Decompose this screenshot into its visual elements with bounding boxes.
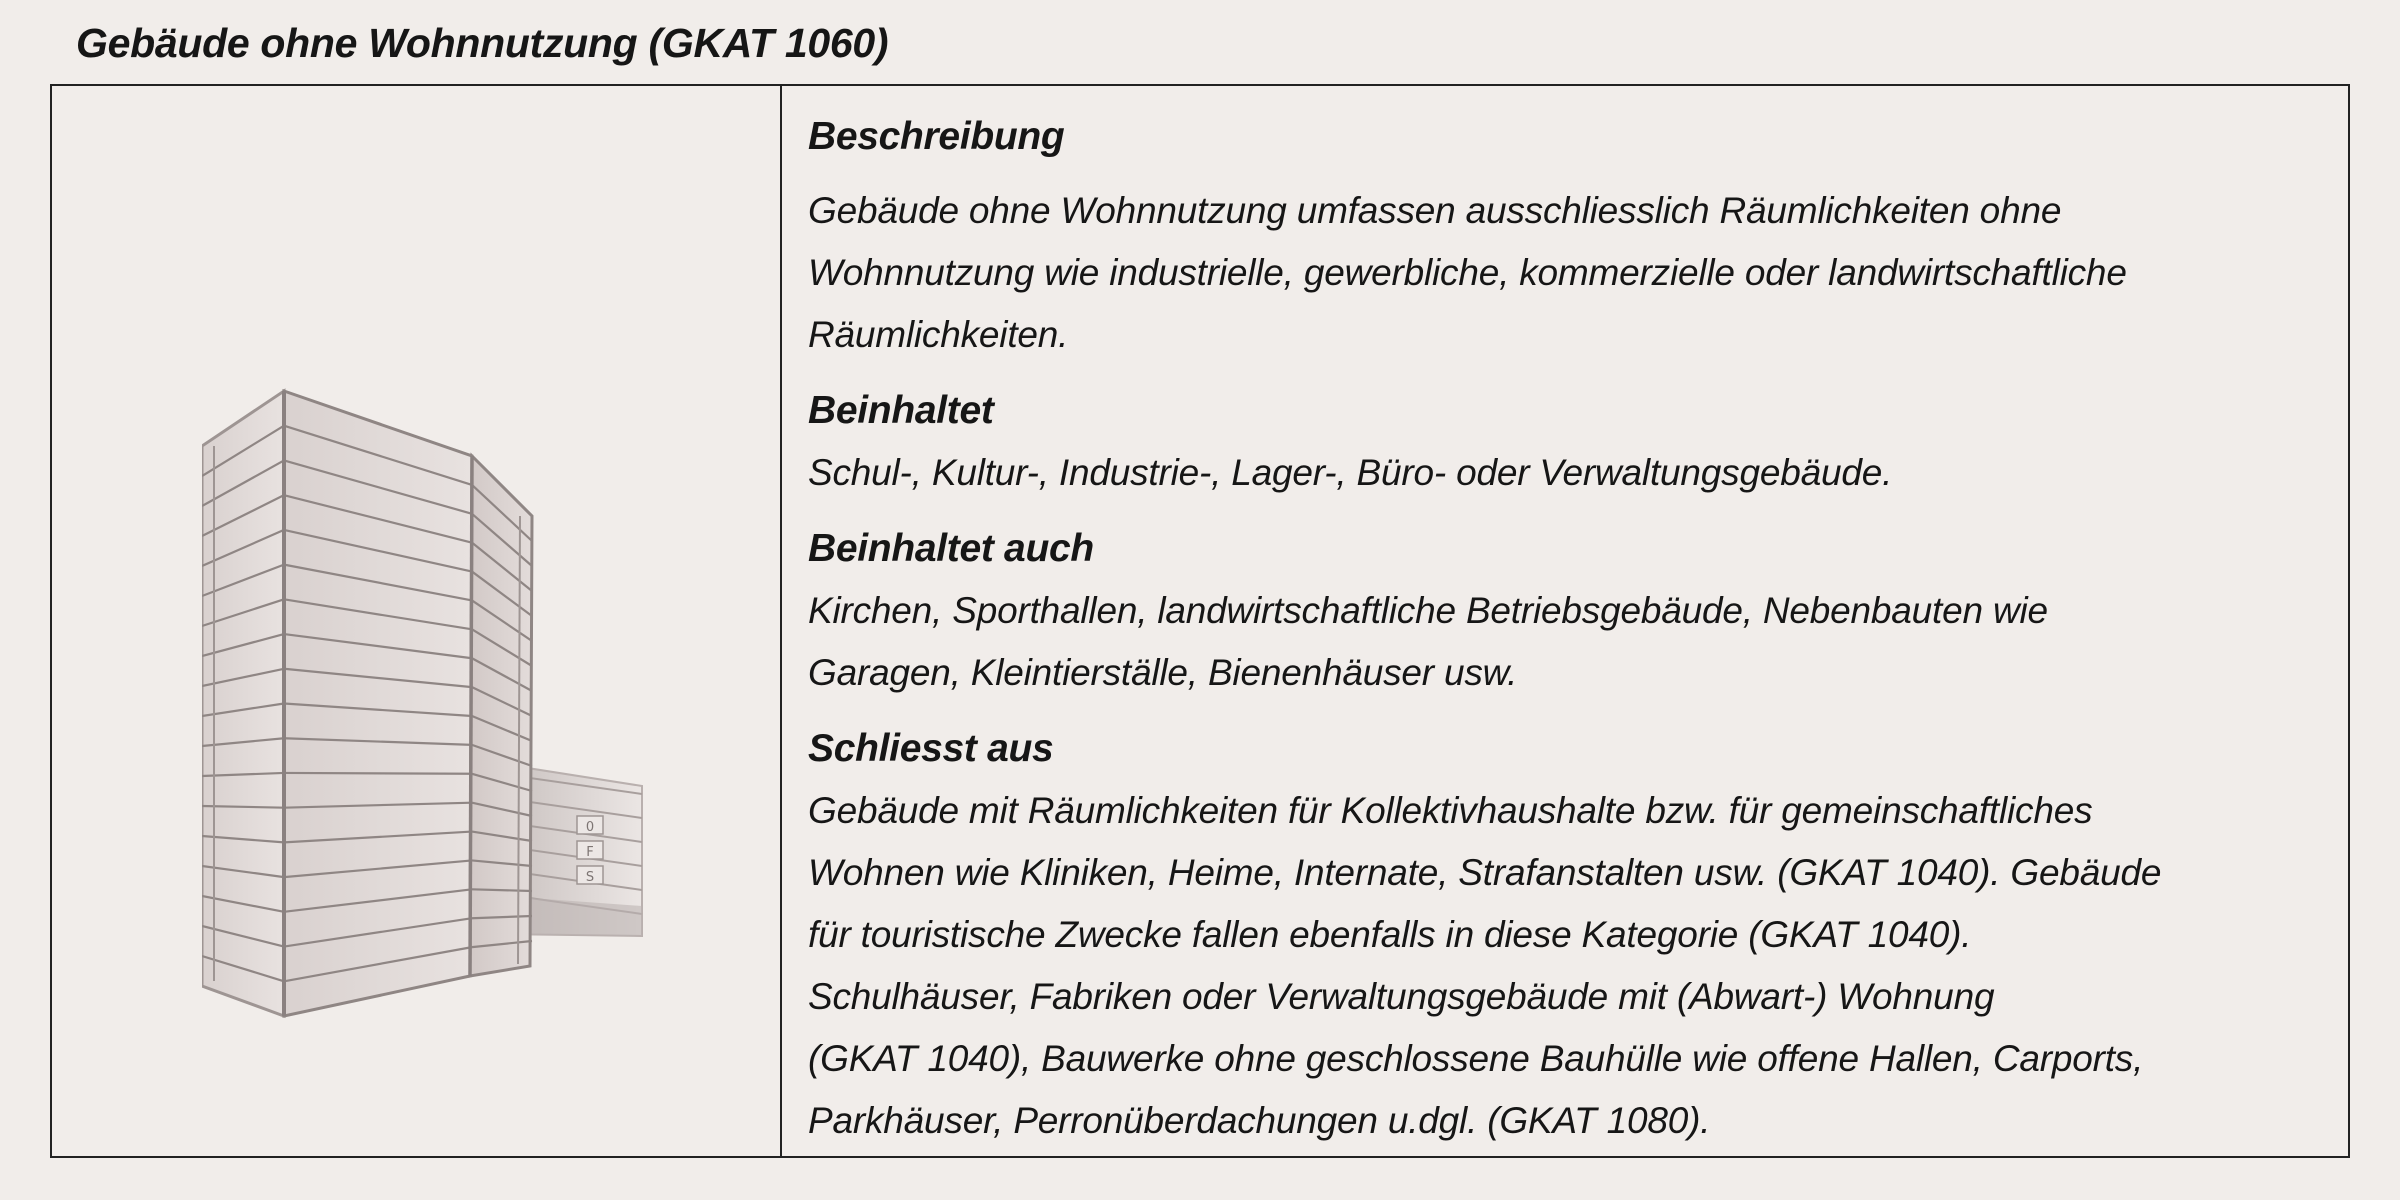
heading-beschreibung: Beschreibung — [808, 115, 1065, 158]
heading-beinhaltet: Beinhaltet — [808, 389, 994, 432]
text-beinhaltet-auch — [808, 580, 2328, 704]
text-line: Schulhäuser, Fabriken oder Verwaltungsgebäude mit (Abwart-) Wohnung — [808, 976, 1995, 1017]
text-line: Wohnen wie Kliniken, Heime, Internate, Strafanstalten usw. (GKAT 1040). Gebäude — [808, 852, 2162, 893]
category-table — [50, 84, 2350, 1158]
illustration-cell — [52, 86, 782, 1156]
office-building-illustration — [202, 376, 672, 1026]
text-line: Gebäude mit Räumlichkeiten für Kollektivhaushalte bzw. für gemeinschaftliches — [808, 790, 2093, 831]
floor-label: F — [586, 845, 594, 860]
text-line: (GKAT 1040), Bauwerke ohne geschlossene Bauhülle wie offene Hallen, Carports, — [808, 1038, 2144, 1079]
text-line: Gebäude ohne Wohnnutzung umfassen ausschliesslich Räumlichkeiten ohne — [808, 190, 2062, 231]
text-line: Parkhäuser, Perronüberdachungen u.dgl. (GKAT 1080). — [808, 1100, 1711, 1141]
text-schliesst-aus — [808, 780, 2328, 1152]
page-title: Gebäude ohne Wohnnutzung (GKAT 1060) — [76, 20, 889, 66]
heading-schliesst-aus: Schliesst aus — [808, 727, 1054, 770]
text-line: Wohnnutzung wie industrielle, gewerbliche, kommerzielle oder landwirtschaftliche — [808, 252, 2127, 293]
floor-line — [284, 773, 472, 774]
text-line: Garagen, Kleintierställe, Bienenhäuser usw. — [808, 652, 1518, 693]
text-line: Schul-, Kultur-, Industrie-, Lager-, Büro- oder Verwaltungsgebäude. — [808, 452, 1893, 493]
text-beschreibung — [808, 180, 2328, 366]
text-line: für touristische Zwecke fallen ebenfalls in diese Kategorie (GKAT 1040). — [808, 914, 1972, 955]
text-line: Räumlichkeiten. — [808, 314, 1069, 355]
floor-label: 0 — [585, 820, 595, 835]
heading-beinhaltet-auch: Beinhaltet auch — [808, 527, 1094, 570]
floor-label: S — [585, 870, 595, 885]
description-cell — [782, 86, 2348, 1156]
text-beinhaltet — [808, 442, 2328, 504]
text-line: Kirchen, Sporthallen, landwirtschaftliche Betriebsgebäude, Nebenbauten wie — [808, 590, 2048, 631]
